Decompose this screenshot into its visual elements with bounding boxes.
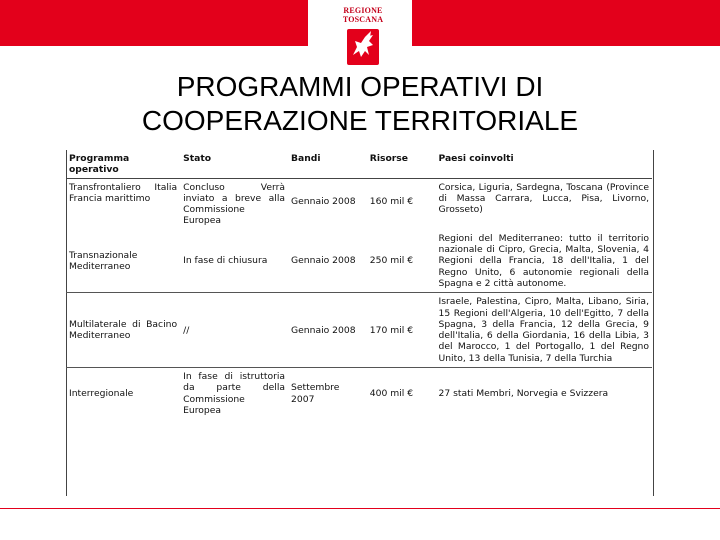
cell-paesi: Corsica, Liguria, Sardegna, Toscana (Province di Massa Carrara, Lucca, Pisa, Livorno, Grosseto) <box>438 181 649 216</box>
cell-programma: Transfrontaliero Italia Francia marittimo <box>69 181 178 204</box>
logo-text-line2: TOSCANA <box>342 15 384 24</box>
cell-bandi: Settembre 2007 <box>288 368 367 420</box>
cell-stato: In fase di chiusura <box>183 255 268 267</box>
header-programma: Programma operativo <box>66 150 180 178</box>
page-title <box>0 70 720 138</box>
table-row <box>66 368 652 420</box>
table-row <box>66 178 652 230</box>
header-bandi: Bandi <box>288 150 367 178</box>
page-title-line1: PROGRAMMI OPERATIVI DI <box>176 71 544 102</box>
cell-risorse: 400 mil € <box>367 368 436 420</box>
table-header-row <box>66 150 652 178</box>
page-title-line2: COOPERAZIONE TERRITORIALE <box>141 105 579 136</box>
cell-bandi: Gennaio 2008 <box>291 255 356 267</box>
logo-text-line1: REGIONE <box>343 6 383 15</box>
regione-toscana-logo <box>332 6 394 72</box>
cell-programma: Transnazionale Mediterraneo <box>69 249 138 273</box>
programmes-table-container <box>66 150 652 419</box>
cell-programma: Multilaterale di Bacino Mediterraneo <box>66 293 180 368</box>
pegasus-emblem-icon <box>343 27 383 67</box>
cell-paesi: 27 stati Membri, Norvegia e Svizzera <box>436 368 653 420</box>
cell-programma: Interregionale <box>66 368 180 420</box>
cell-risorse: 160 mil € <box>369 195 414 207</box>
cell-stato: Concluso Verrà inviato a breve alla Commissione Europea <box>183 181 286 227</box>
cell-stato: In fase di istruttoria da parte della Commissione Europea <box>180 368 288 420</box>
header-stato: Stato <box>180 150 288 178</box>
cell-paesi: Regioni del Mediterraneo: tutto il territorio nazionale di Cipro, Grecia, Malta, Slovenia, 4 Regioni della Francia, 18 dell'Italia, 1 del Regno Unito, 6 autonomie regionali della Spagna e 2 città autonome. <box>438 232 649 289</box>
cell-bandi: Gennaio 2008 <box>291 195 356 207</box>
cell-stato: // <box>180 293 288 368</box>
cell-risorse: 250 mil € <box>369 255 414 267</box>
footer-divider <box>0 508 720 509</box>
header-paesi: Paesi coinvolti <box>436 150 653 178</box>
cell-risorse: 170 mil € <box>367 293 436 368</box>
programmes-table <box>66 150 652 419</box>
table-row <box>66 293 652 368</box>
table-row <box>66 230 652 293</box>
header-risorse: Risorse <box>367 150 436 178</box>
cell-bandi: Gennaio 2008 <box>288 293 367 368</box>
cell-paesi: Israele, Palestina, Cipro, Malta, Libano, Siria, 15 Regioni dell'Algeria, 10 dell'Egitto, 7 della Spagna, 3 della Francia, 12 della Grecia, 9 dell'Italia, 6 della Giordania, 16 della Libia, 3 del Marocco, 1 del Portogallo, 1 del Regno Unito, 13 della Tunisia, 7 della Turchia <box>436 293 653 368</box>
